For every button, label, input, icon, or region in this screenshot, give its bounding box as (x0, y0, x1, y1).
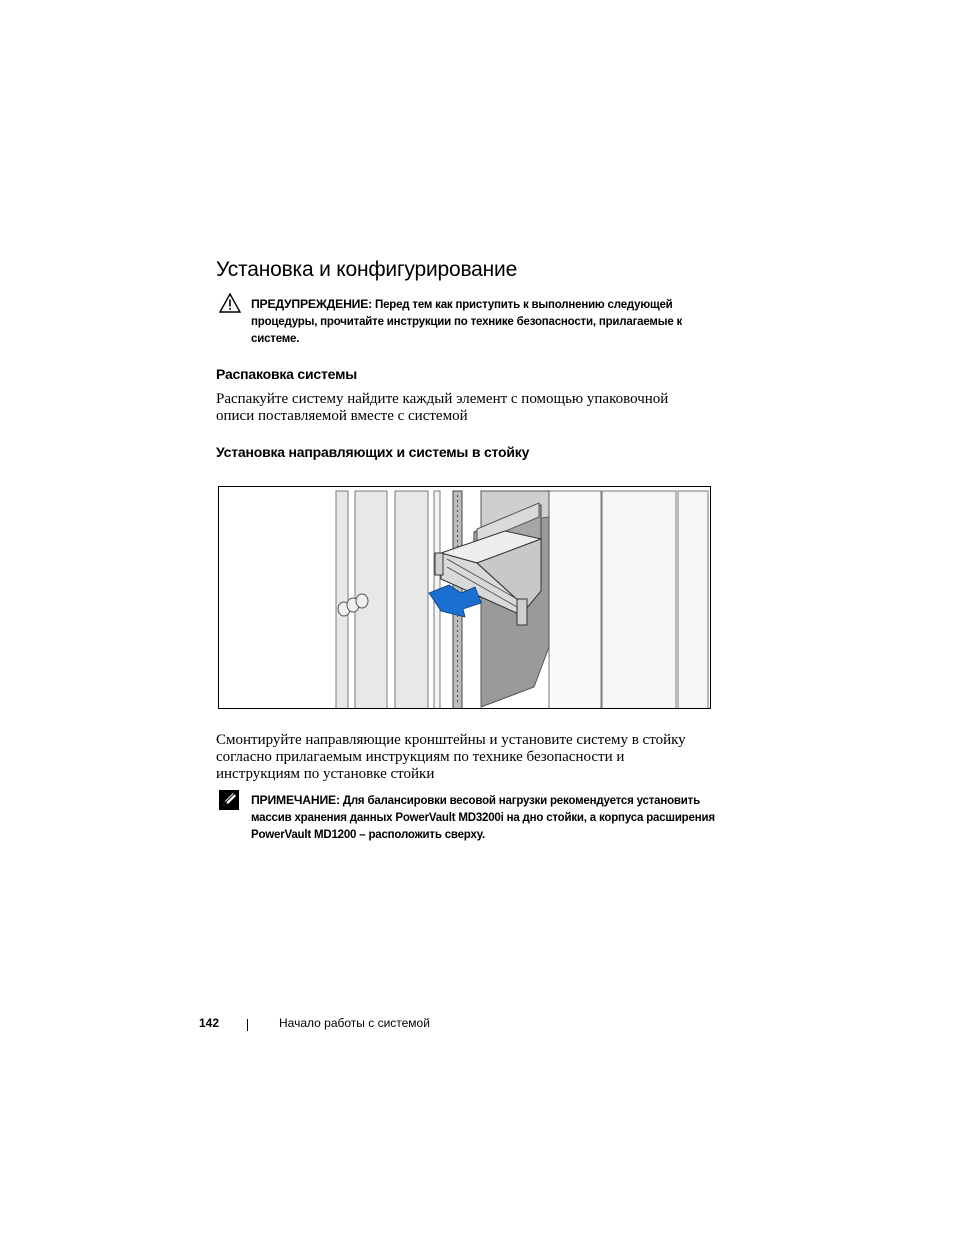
warning-triangle-icon (219, 293, 241, 313)
section-heading-unpack: Распаковка системы (216, 366, 357, 382)
rack-line-3: инструкциям по установке стойки (216, 766, 435, 782)
unpack-paragraph (216, 391, 706, 425)
rack-drawing (219, 487, 711, 709)
note-text: Для балансировки весовой нагрузки рекомендуется установить массив хранения данных PowerVault MD3200i на дно стойки, а корпуса расширения PowerVault MD1200 – расположить сверху. (251, 795, 715, 841)
rack-line-1: Смонтируйте направляющие кронштейны и установите систему в стойку (216, 732, 686, 748)
rack-paragraph (216, 732, 706, 783)
footer-separator (247, 1019, 248, 1031)
warning-label: ПРЕДУПРЕЖДЕНИЕ: (251, 297, 373, 311)
note-label: ПРИМЕЧАНИЕ: (251, 793, 340, 807)
rack-install-illustration (218, 486, 711, 709)
page-title: Установка и конфигурирование (216, 258, 518, 281)
warning-callout (251, 296, 721, 348)
rack-line-2: согласно прилагаемым инструкциям по технике безопасности и (216, 749, 625, 765)
unpack-line-2: описи поставляемой вместе с системой (216, 408, 468, 424)
page-number: 142 (199, 1016, 220, 1030)
footer-title: Начало работы с системой (279, 1016, 430, 1030)
note-callout (251, 792, 721, 844)
unpack-line-1: Распакуйте систему найдите каждый элемент с помощью упаковочной (216, 391, 669, 407)
warning-text: Перед тем как приступить к выполнению следующей процедуры, прочитайте инструкции по технике безопасности, прилагаемые к системе. (251, 299, 683, 345)
note-pencil-icon (218, 789, 240, 811)
section-heading-rack: Установка направляющих и системы в стойку (216, 444, 530, 460)
